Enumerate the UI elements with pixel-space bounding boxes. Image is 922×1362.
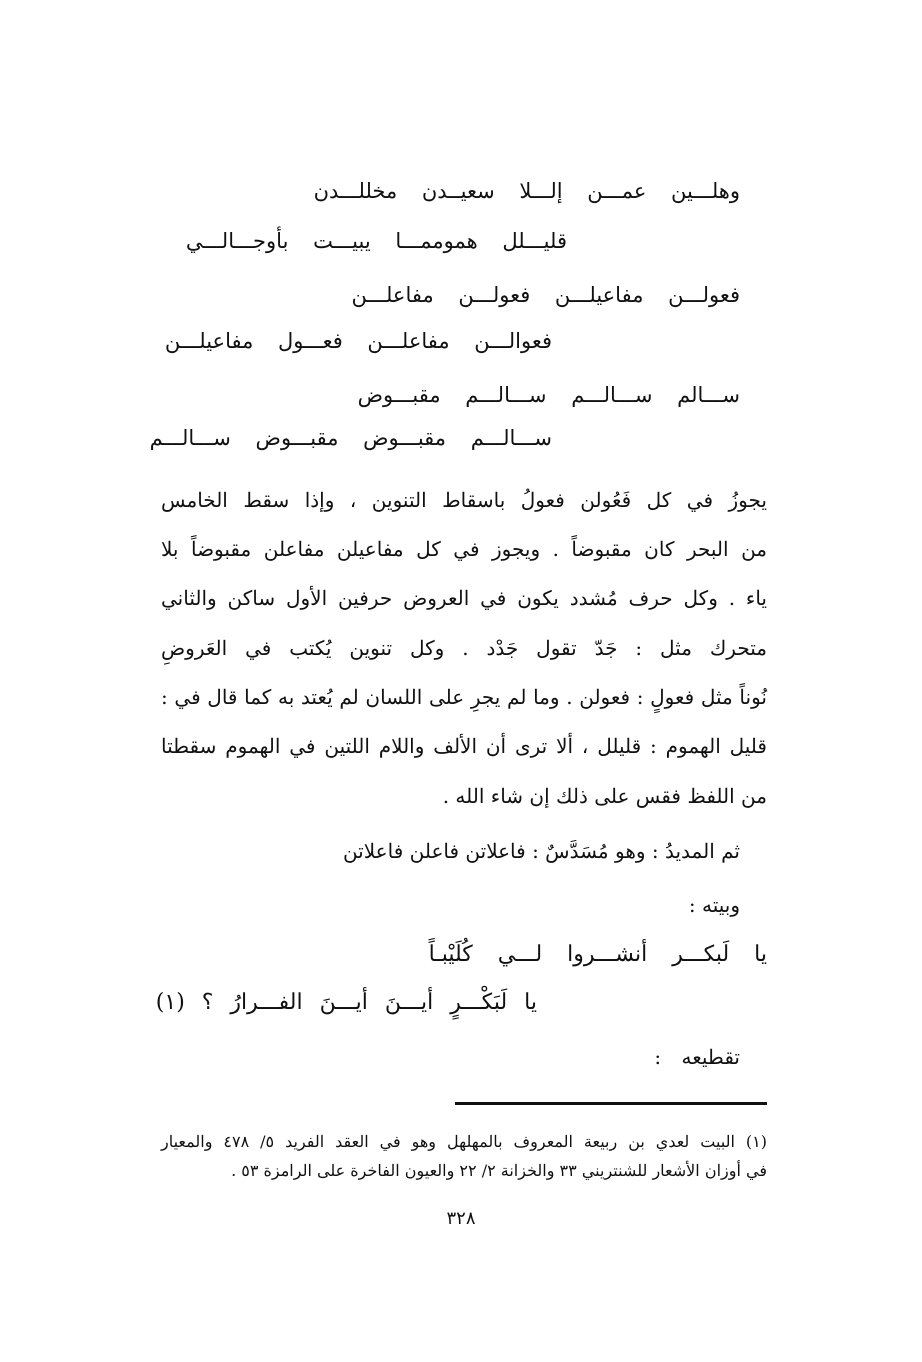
paragraph-line-5: نُوناً مثل فعولٍ : فعولن . وما لم يجرِ على اللسان لم يُعتد به كما قال في : [161, 685, 767, 709]
verse-scansion-line-1: وهلـــين عمـــن إلـــلا سعيــدن مخللـــدن [313, 179, 740, 203]
paragraph-line-6: قليل الهموم : قليلل ، ألا ترى أن الألف واللام اللتين في الهموم سقطتا [161, 734, 767, 758]
example-verse-line-2: يا لَبَكْـــرٍ أيـــنَ أيـــنَ الفـــرارُ ؟ (١) [155, 990, 537, 1015]
footnote-line-2: في أوزان الأشعار للشنتريني ٣٣ والخزانة ٢/ ٢٢ والعيون الفاخرة على الرامزة ٥٣ . [231, 1161, 767, 1180]
example-verse-line-1: يا لَبكـــر أنشـــروا لـــي كُلَيْبـاً [428, 942, 767, 967]
verse-scansion-line-2: قليـــلل هموممـــا يبيـــت بأوجـــالـــي [185, 229, 567, 253]
feet-status-line-2: ســـالـــم مقبـــوض مقبـــوض ســـالـــم [149, 426, 552, 450]
feet-line-1: فعولـــن مفاعيلـــن فعولـــن مفاعلـــن [351, 283, 740, 307]
bayt-label: وبيته : [688, 893, 740, 917]
footnote-separator [455, 1102, 767, 1105]
paragraph-line-3: ياء . وكل حرف مُشدد يكون في العروض حرفين الأول ساكن والثاني [161, 586, 767, 610]
paragraph-line-7: من اللفظ فقس على ذلك إن شاء الله . [442, 784, 767, 808]
feet-status-line-1: ســـالم ســـالـــم ســـالـــم مقبـــوض [357, 383, 740, 407]
paragraph-line-1: يجوزُ في كل فَعُولن فعولُ باسقاط التنوين ، وإذا سقط الخامس [161, 488, 767, 512]
footnote-line-1: (١) البيت لعدي بن ربيعة المعروف بالمهلهل وهو في العقد الفريد ٥/ ٤٧٨ والمعيار [161, 1132, 767, 1151]
paragraph-line-4: متحرك مثل : جَدّ تقول جَدْد . وكل تنوين يُكتب في العَروضِ [161, 636, 767, 660]
page-number: ٣٢٨ [446, 1208, 476, 1229]
feet-line-2: فعوالـــن مفاعلـــن فعـــول مفاعيلـــن [164, 329, 552, 353]
paragraph-line-2: من البحر كان مقبوضاً . ويجوز في كل مفاعيلن مفاعلن مقبوضاً بلا [161, 537, 767, 561]
taqti-label: تقطيعه : [654, 1045, 740, 1069]
madid-heading: ثم المديدُ : وهو مُسَدَّسٌ : فاعلاتن فاعلن فاعلاتن [342, 839, 740, 863]
